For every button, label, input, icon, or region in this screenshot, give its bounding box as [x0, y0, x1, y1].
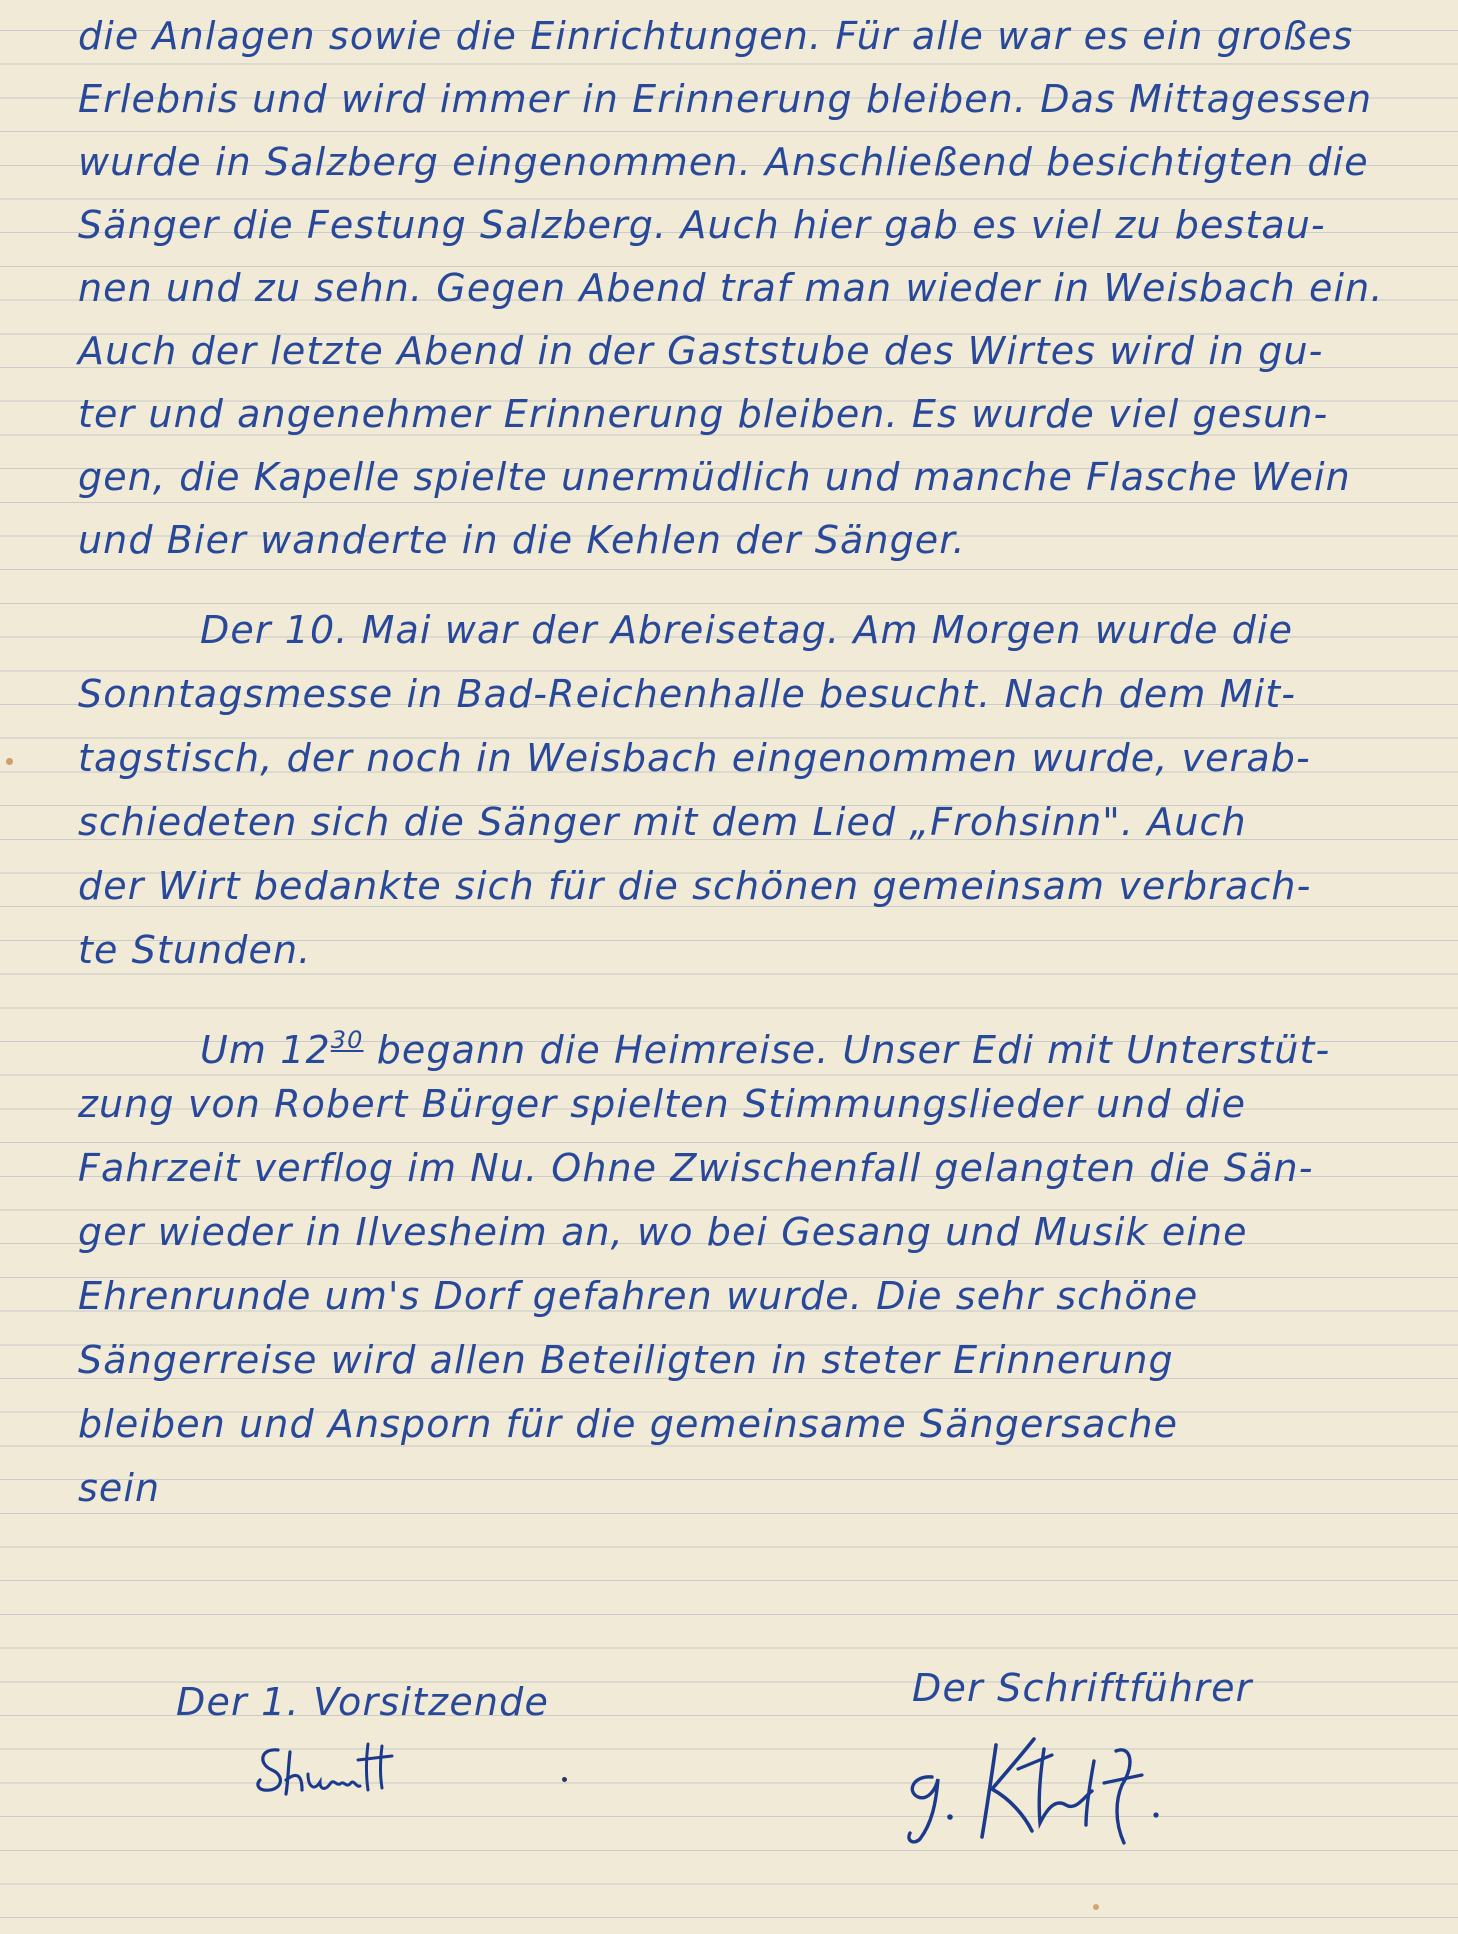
- secretary-label: Der Schriftführer: [912, 1666, 1253, 1710]
- text-line-17: zung von Robert Bürger spielten Stimmungslieder und die: [78, 1082, 1247, 1126]
- text-line-16: [200, 1018, 1330, 1072]
- text-line-1: die Anlagen sowie die Einrichtungen. Für alle war es ein großes: [78, 14, 1354, 58]
- paper-stain: [6, 758, 13, 765]
- text-line-14: der Wirt bedankte sich für die schönen gemeinsam verbrach-: [78, 864, 1312, 908]
- text-line-15: te Stunden.: [78, 928, 312, 972]
- text-line-7: ter und angenehmer Erinnerung bleiben. Es wurde viel gesun-: [78, 392, 1329, 436]
- text-line-2: Erlebnis und wird immer in Erinnerung bleiben. Das Mittagessen: [78, 77, 1373, 121]
- text-line-20: Ehrenrunde um's Dorf gefahren wurde. Die sehr schöne: [78, 1274, 1199, 1318]
- text-line-22: bleiben und Ansporn für die gemeinsame Sängersache: [78, 1402, 1179, 1446]
- text-line-5: nen und zu sehn. Gegen Abend traf man wieder in Weisbach ein.: [78, 266, 1384, 310]
- time-minutes-superscript: 30: [330, 1026, 364, 1054]
- chairman-label: Der 1. Vorsitzende: [176, 1680, 550, 1724]
- text-line-10: Der 10. Mai war der Abreisetag. Am Morgen wurde die: [200, 608, 1294, 652]
- text-line-12: tagstisch, der noch in Weisbach eingenommen wurde, verab-: [78, 736, 1311, 780]
- text-line-6: Auch der letzte Abend in der Gaststube des Wirtes wird in gu-: [78, 329, 1324, 373]
- time-hour: Um 12: [200, 1028, 331, 1072]
- text-line-19: ger wieder in Ilvesheim an, wo bei Gesang und Musik eine: [78, 1210, 1248, 1254]
- secretary-signature: [880, 1725, 1220, 1850]
- text-line-13: schiedeten sich die Sänger mit dem Lied „Frohsinn". Auch: [78, 800, 1247, 844]
- text-line-9: und Bier wanderte in die Kehlen der Sänger.: [78, 518, 966, 562]
- text-line-18: Fahrzeit verflog im Nu. Ohne Zwischenfall gelangten die Sän-: [78, 1146, 1314, 1190]
- paper-stain: [1093, 1904, 1099, 1910]
- text-line-11: Sonntagsmesse in Bad-Reichenhalle besucht. Nach dem Mit-: [78, 672, 1297, 716]
- time-line-rest: begann die Heimreise. Unser Edi mit Unterstüt-: [363, 1028, 1331, 1072]
- text-line-23: sein: [78, 1466, 161, 1510]
- text-line-4: Sänger die Festung Salzberg. Auch hier gab es viel zu bestau-: [78, 203, 1326, 247]
- text-line-8: gen, die Kapelle spielte unermüdlich und manche Flasche Wein: [78, 455, 1351, 499]
- chairman-signature: [250, 1730, 430, 1810]
- text-line-21: Sängerreise wird allen Beteiligten in steter Erinnerung: [78, 1338, 1174, 1382]
- text-line-3: wurde in Salzberg eingenommen. Anschließend besichtigten die: [78, 140, 1369, 184]
- ink-dot: [562, 1777, 567, 1782]
